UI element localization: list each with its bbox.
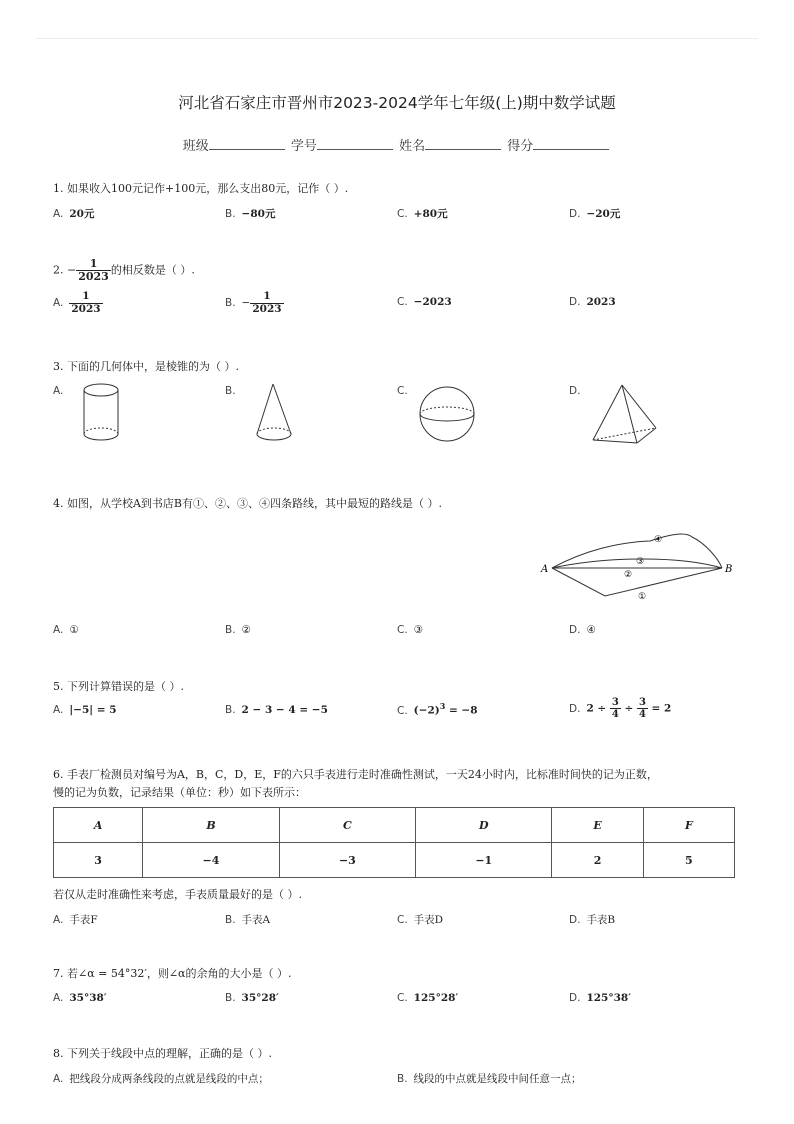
q7-option-c[interactable]: C. 125°28′ bbox=[397, 992, 459, 1004]
question-5-stem: 5. 下列计算错误的是（ ）. bbox=[53, 680, 184, 693]
top-rule bbox=[36, 38, 758, 39]
id-blank[interactable] bbox=[317, 137, 393, 150]
question-6-stem-line-1: 6. 手表厂检测员对编号为A，B，C，D，E，F的六只手表进行走时准确性测试，一天24小时内，比标准时间快的记为正数， bbox=[53, 768, 658, 781]
route-diagram bbox=[540, 528, 740, 604]
student-info-line bbox=[0, 135, 794, 154]
table-header-cell: D bbox=[416, 808, 552, 843]
table-cell: −3 bbox=[279, 843, 415, 878]
question-6-followup: 若仅从走时准确性来考虑，手表质量最好的是（ ）. bbox=[53, 888, 302, 901]
q6-option-a[interactable]: A. 手表F bbox=[53, 914, 98, 926]
table-header-cell: C bbox=[279, 808, 415, 843]
question-8-stem: 8. 下列关于线段中点的理解，正确的是（ ）. bbox=[53, 1047, 272, 1060]
q2-fraction: $\frac{1}{2023}$ bbox=[78, 257, 109, 284]
id-label: 学号 bbox=[290, 139, 317, 154]
q4-option-d[interactable]: D. ④ bbox=[569, 624, 596, 636]
q3-option-c[interactable]: C. bbox=[397, 385, 408, 397]
watch-test-table bbox=[53, 807, 735, 878]
q8-option-b[interactable]: B. 线段的中点就是线段中间任意一点； bbox=[397, 1073, 582, 1085]
route-3-label: ③ bbox=[636, 557, 645, 567]
q5-option-a[interactable]: A. |−5| = 5 bbox=[53, 704, 117, 716]
table-cell: 2 bbox=[552, 843, 643, 878]
q2-option-b[interactable]: B. − $\frac{1}{2023}$ bbox=[225, 290, 282, 315]
q4-option-b[interactable]: B. ② bbox=[225, 624, 251, 636]
route-1-label: ① bbox=[638, 592, 647, 602]
table-cell: 3 bbox=[54, 843, 143, 878]
q6-option-d[interactable]: D. 手表B bbox=[569, 914, 616, 926]
class-blank[interactable] bbox=[209, 137, 285, 150]
cylinder-figure bbox=[80, 382, 124, 444]
q3-option-a[interactable]: A. bbox=[53, 385, 64, 397]
class-label: 班级 bbox=[182, 139, 209, 154]
q1-option-c[interactable]: C. +80元 bbox=[397, 208, 448, 220]
question-1-stem: 1. 如果收入100元记作+100元，那么支出80元，记作（ ）. bbox=[53, 182, 349, 195]
q2-option-a[interactable]: A. $\frac{1}{2023}$ bbox=[53, 290, 101, 315]
table-header-cell: E bbox=[552, 808, 643, 843]
q5-option-d[interactable]: D. 2 ÷ $\frac{3}{4}$ ÷ $\frac{3}{4}$ = 2 bbox=[569, 697, 672, 720]
q8-option-a[interactable]: A. 把线段分成两条线段的点就是线段的中点； bbox=[53, 1073, 269, 1085]
name-blank[interactable] bbox=[425, 137, 501, 150]
q3-option-b[interactable]: B. bbox=[225, 385, 236, 397]
table-header-cell: A bbox=[54, 808, 143, 843]
question-2-stem: 2. − $\frac{1}{2023}$ 的相反数是（ ）. bbox=[53, 257, 195, 284]
sphere-figure bbox=[418, 385, 480, 447]
q7-option-a[interactable]: A. 35°38′ bbox=[53, 992, 107, 1004]
table-header-row bbox=[54, 808, 735, 843]
q2-option-d[interactable]: D. 2023 bbox=[569, 296, 616, 308]
q7-option-d[interactable]: D. 125°38′ bbox=[569, 992, 631, 1004]
table-cell: 5 bbox=[643, 843, 734, 878]
page-title: 河北省石家庄市晋州市2023-2024学年七年级(上)期中数学试题 bbox=[178, 94, 616, 112]
q6-option-c[interactable]: C. 手表D bbox=[397, 914, 444, 926]
name-label: 姓名 bbox=[399, 139, 426, 154]
table-header-cell: F bbox=[643, 808, 734, 843]
score-label: 得分 bbox=[507, 139, 534, 154]
table-header-cell: B bbox=[143, 808, 279, 843]
q7-option-b[interactable]: B. 35°28′ bbox=[225, 992, 279, 1004]
q1-option-d[interactable]: D. −20元 bbox=[569, 208, 621, 220]
table-cell: −4 bbox=[143, 843, 279, 878]
question-4-stem: 4. 如图，从学校A到书店B有①、②、③、④四条路线，其中最短的路线是（ ）. bbox=[53, 497, 443, 510]
q1-option-b[interactable]: B. −80元 bbox=[225, 208, 276, 220]
q4-option-c[interactable]: C. ③ bbox=[397, 624, 424, 636]
route-2-label: ② bbox=[624, 570, 633, 580]
table-row bbox=[54, 843, 735, 878]
table-cell: −1 bbox=[416, 843, 552, 878]
q4-option-a[interactable]: A. ① bbox=[53, 624, 79, 636]
score-blank[interactable] bbox=[533, 137, 609, 150]
cone-figure bbox=[254, 382, 296, 446]
point-b-label: B bbox=[725, 564, 733, 575]
route-4-label: ④ bbox=[654, 535, 663, 545]
q2-option-c[interactable]: C. −2023 bbox=[397, 296, 452, 308]
question-3-stem: 3. 下面的几何体中，是棱锥的为（ ）. bbox=[53, 360, 239, 373]
q6-option-b[interactable]: B. 手表A bbox=[225, 914, 271, 926]
q3-option-d[interactable]: D. bbox=[569, 385, 581, 397]
q5-option-b[interactable]: B. 2 − 3 − 4 = −5 bbox=[225, 704, 328, 716]
q1-option-a[interactable]: A. 20元 bbox=[53, 208, 95, 220]
pyramid-figure bbox=[590, 382, 660, 444]
q5-option-c[interactable]: C. $(-2)^3 = -8$ bbox=[397, 701, 478, 717]
point-a-label: A bbox=[541, 564, 549, 575]
question-6-stem-line-2: 慢的记为负数，记录结果（单位：秒）如下表所示： bbox=[53, 786, 306, 799]
question-7-stem: 7. 若∠α = 54°32′，则∠α的余角的大小是（ ）. bbox=[53, 967, 292, 980]
